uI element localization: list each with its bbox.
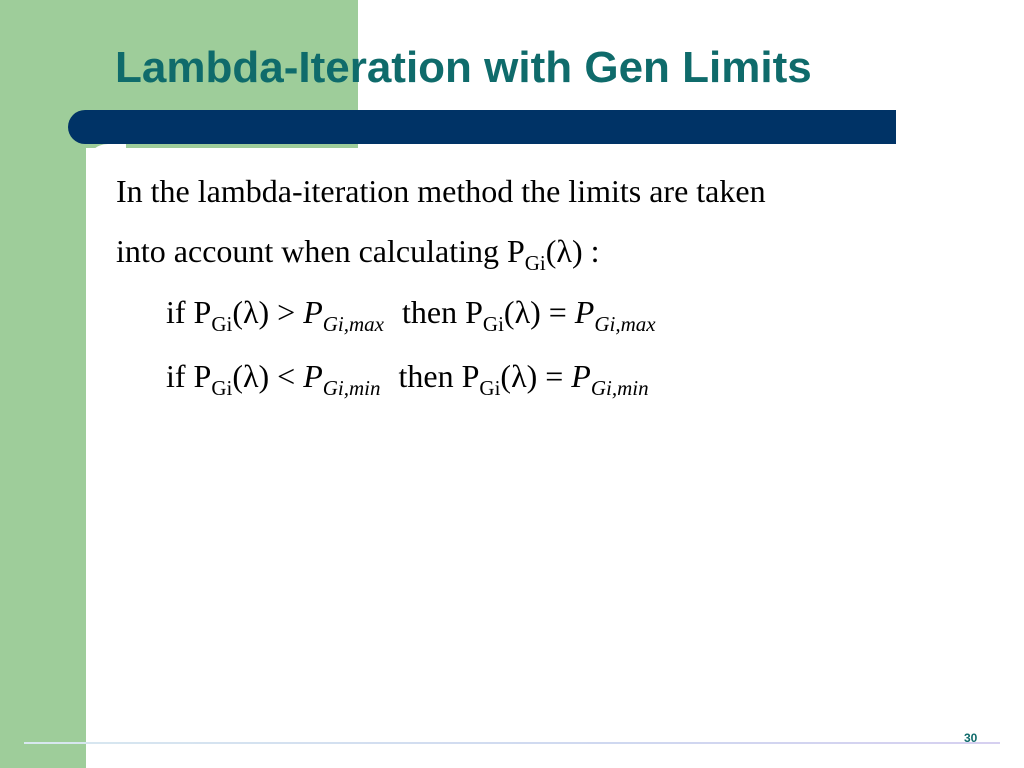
subscript-Gi: Gi xyxy=(524,251,546,275)
subscript-Gi: Gi xyxy=(211,312,233,336)
equals-operator: = xyxy=(537,358,572,394)
subscript-Gi: Gi xyxy=(479,376,501,400)
subscript-gi-min: Gi,min xyxy=(590,376,649,400)
symbol-P: P xyxy=(461,358,480,394)
title-underline-band xyxy=(68,110,896,144)
line2-text: into account when calculating xyxy=(116,233,507,269)
condition-max xyxy=(166,292,656,344)
if-keyword: if xyxy=(166,358,194,394)
symbol-P: P xyxy=(506,233,525,269)
lambda-argument: (λ) xyxy=(232,358,270,394)
subscript-Gi: Gi xyxy=(211,376,233,400)
less-than-operator: < xyxy=(269,358,304,394)
subscript-Gi: Gi xyxy=(482,312,504,336)
greater-than-operator: > xyxy=(269,294,304,330)
colon: : xyxy=(582,233,600,269)
slide-title: Lambda-Iteration with Gen Limits xyxy=(115,43,812,92)
symbol-P: P xyxy=(465,294,483,330)
subscript-gi-max: Gi,max xyxy=(594,312,656,336)
symbol-P: P xyxy=(193,358,212,394)
equals-operator: = xyxy=(540,294,575,330)
symbol-P: P xyxy=(193,294,212,330)
then-keyword: then xyxy=(402,294,466,330)
then-keyword: then xyxy=(398,358,462,394)
lambda-argument: (λ) xyxy=(500,358,538,394)
symbol-P-italic: P xyxy=(303,358,323,394)
lambda-argument: (λ) xyxy=(503,294,541,330)
condition-min xyxy=(166,356,649,408)
symbol-P-italic: P xyxy=(571,358,591,394)
symbol-P-italic: P xyxy=(574,294,595,330)
footer-divider xyxy=(24,742,1000,744)
lambda-argument: (λ) xyxy=(232,294,270,330)
subscript-gi-max: Gi,max xyxy=(322,312,385,336)
body-line-2 xyxy=(116,231,599,283)
symbol-P-italic: P xyxy=(303,294,323,330)
subscript-gi-min: Gi,min xyxy=(322,376,381,400)
page-number: 30 xyxy=(964,731,978,745)
lambda-argument: (λ) xyxy=(545,233,583,269)
if-keyword: if xyxy=(166,294,194,330)
body-line-1: In the lambda-iteration method the limits are taken xyxy=(116,173,766,209)
